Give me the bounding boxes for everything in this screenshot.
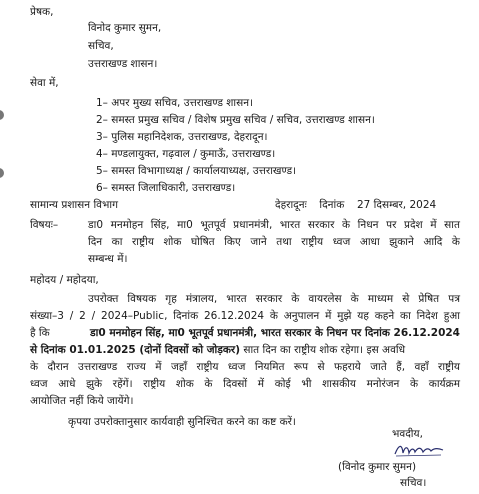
sender-name: विनोद कुमार सुमन,: [88, 22, 162, 34]
signatory-name: (विनोद कुमार सुमन): [338, 461, 417, 473]
recipient-item: 2– समस्त प्रमुख सचिव / विशेष प्रमुख सचिव / सचिव, उत्तराखण्ड शासन।: [96, 114, 375, 126]
subject-label: विषयः–: [30, 219, 59, 231]
body-line: के दौरान उत्तराखण्ड राज्य में जहाँ राष्ट्रीय ध्वज नियमित रूप से फहराये जाते हैं, वहाँ राष्ट्रीय: [30, 361, 460, 373]
signatory-designation: सचिव।: [400, 477, 427, 489]
to-label: सेवा में,: [30, 77, 59, 89]
closing-request: कृपया उपरोक्तानुसार कार्यवाही सुनिश्चित करने का कष्ट करें।: [68, 416, 296, 428]
recipient-item: 3– पुलिस महानिदेशक, उत्तराखण्ड, देहरादून।: [96, 131, 268, 143]
body-emphasis: डा0 मनमोहन सिंह, मा0 भूतपूर्व प्रधानमंत्री, भारत सरकार के निधन पर दिनांक 26.12.2024: [90, 327, 460, 339]
yours-faithfully: भवदीय,: [392, 428, 423, 440]
recipient-item: 5– समस्त विभागाध्यक्ष / कार्यालयाध्यक्ष, उत्तराखण्ड।: [96, 165, 297, 177]
subject-line: सम्बन्ध में।: [88, 253, 128, 265]
body-line: संख्या–3 / 2 / 2024–Public, दिनांक 26.12.2024 के अनुपालन में मुझे यह कहने का निदेश हुआ: [30, 310, 460, 322]
punch-hole: [0, 110, 4, 120]
body-text: सात दिन का राष्ट्रीय शोक रहेगा। इस अवधि: [240, 344, 406, 356]
department: सामान्य प्रशासन विभाग: [30, 199, 119, 211]
recipient-item: 1– अपर मुख्य सचिव, उत्तराखण्ड शासन।: [96, 97, 254, 109]
date-line: [275, 199, 436, 212]
sender-org: उत्तराखण्ड शासन।: [88, 58, 158, 70]
body-line: [30, 344, 460, 357]
body-line: [30, 327, 460, 340]
recipient-item: 4– मण्डलायुक्त, गढ़वाल / कुमाऊँ, उत्तराखण्ड।: [96, 148, 276, 160]
subject-line: दिन का राष्ट्रीय शोक घोषित किए जाने तथा राष्ट्रीय ध्वज आधा झुकाने आदि के: [88, 236, 460, 248]
body-line: ध्वज आधे झुके रहेंगें। राष्ट्रीय शोक के दिवसों में कोई भी शासकीय मनोरंजन के कार्यक्रम: [30, 378, 460, 390]
sender-label: प्रेषक,: [30, 6, 54, 18]
body-emphasis: से दिनांक 01.01.2025 (दोनों दिवसों को जोड़कर): [30, 344, 241, 356]
body-line: आयोजित नहीं किये जायेंगे।: [30, 395, 134, 407]
salutation: महोदय / महोदया,: [30, 274, 99, 286]
subject-line: डा0 मनमोहन सिंह, मा0 भूतपूर्व प्रधानमंत्री, भारत सरकार के निधन पर प्रदेश में सात: [88, 219, 460, 231]
place: देहरादूनः: [275, 199, 307, 211]
body-line: उपरोक्त विषयक गृह मंत्रालय, भारत सरकार के वायरलेस के माध्यम से प्रेषित पत्र: [88, 293, 460, 305]
recipient-item: 6– समस्त जिलाधिकारी, उत्तराखण्ड।: [96, 182, 236, 194]
signature-icon: [393, 442, 445, 458]
sender-designation: सचिव,: [88, 40, 114, 52]
body-text: है कि: [30, 327, 50, 339]
date-label: दिनांक: [319, 199, 345, 211]
punch-hole: [0, 168, 4, 178]
date-value: 27 दिसम्बर, 2024: [356, 199, 437, 211]
